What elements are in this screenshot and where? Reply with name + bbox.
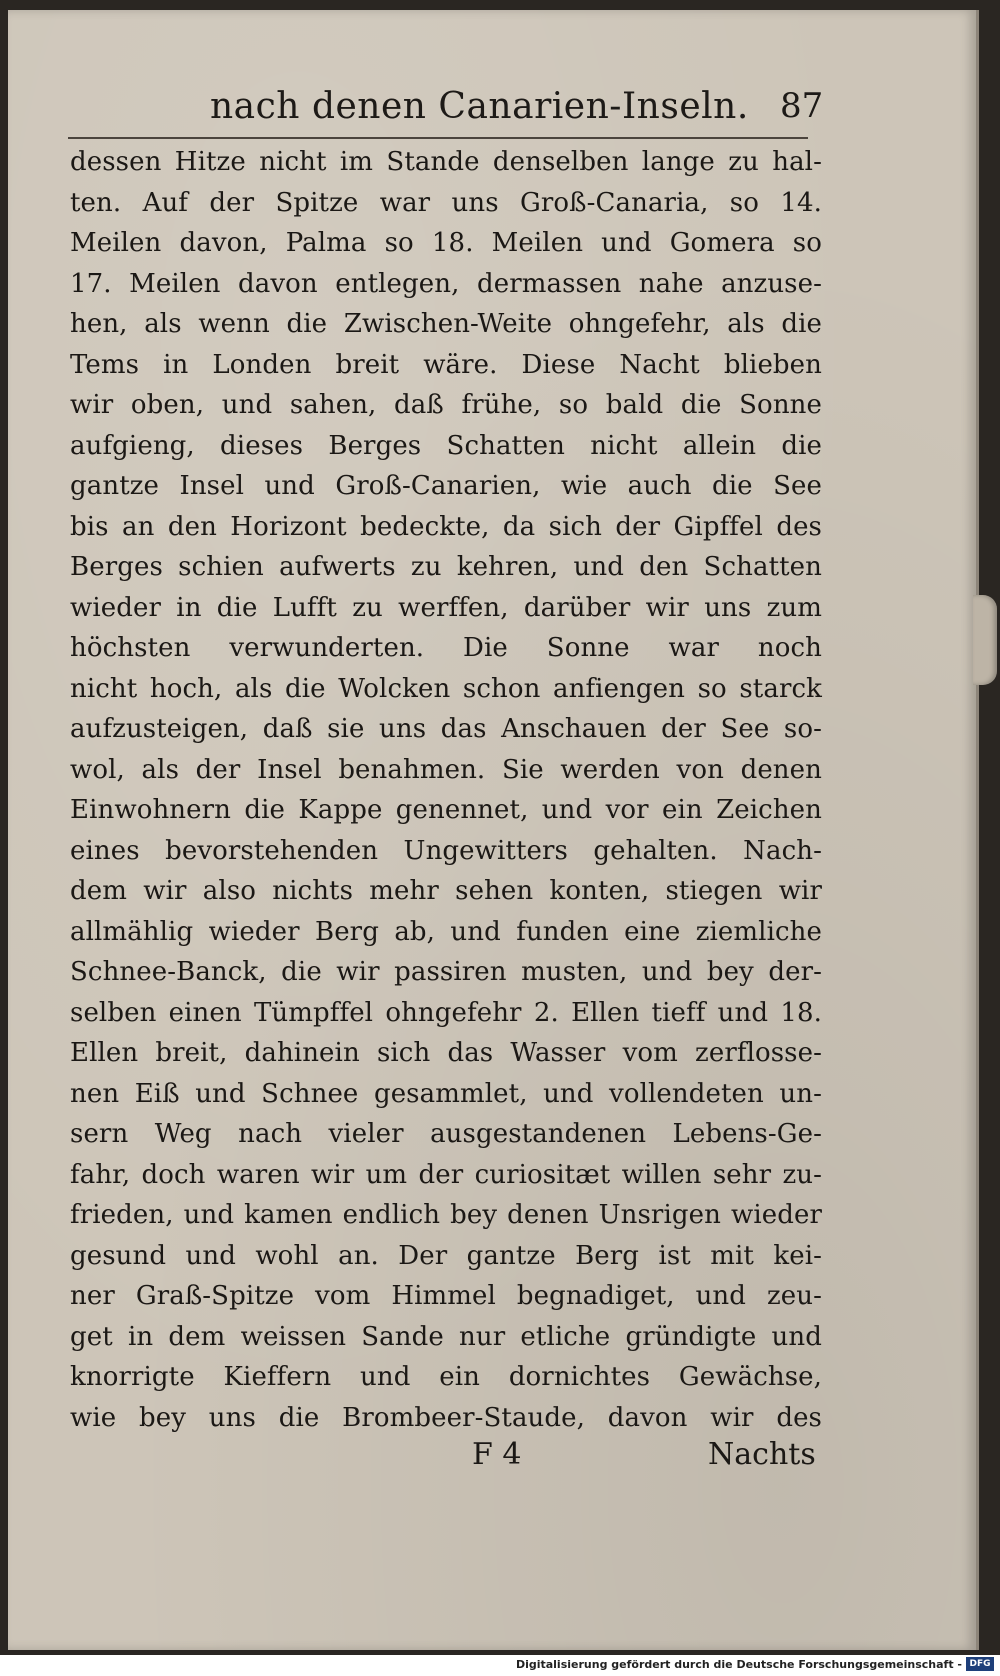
page-number: 87 <box>780 86 824 126</box>
text-line: get in dem weissen Sande nur etliche gründigte und <box>70 1321 822 1352</box>
text-line: allmählig wieder Berg ab, und funden eine ziemliche <box>70 916 822 947</box>
text-line: fahr, doch waren wir um der curiositæt willen sehr zu- <box>70 1159 822 1190</box>
text-line: dem wir also nichts mehr sehen konten, stiegen wir <box>70 876 822 906</box>
text-line: Einwohnern die Kappe genennet, und vor ein Zeichen <box>70 795 822 825</box>
page-clasp <box>973 595 997 685</box>
text-line: wieder in die Lufft zu werffen, darüber wir uns zum <box>70 592 822 623</box>
text-line: aufzusteigen, daß sie uns das Anschauen der See so- <box>70 714 822 744</box>
text-line: Meilen davon, Palma so 18. Meilen und Gomera so <box>70 228 822 258</box>
text-line: aufgieng, dieses Berges Schatten nicht allein die <box>70 430 822 461</box>
text-line: sern Weg nach vieler ausgestandenen Lebens-Ge- <box>70 1119 822 1149</box>
header-rule <box>68 137 808 139</box>
text-line: gantze Insel und Groß-Canarien, wie auch die See <box>70 471 822 501</box>
text-line: Ellen breit, dahinein sich das Wasser vom zerflosse- <box>70 1038 822 1068</box>
dfg-logo-icon[interactable]: DFG <box>966 1657 994 1671</box>
text-line: knorrigte Kieffern und ein dornichtes Gewächse, <box>70 1362 822 1392</box>
text-line: ner Graß-Spitze vom Himmel begnadiget, und zeu- <box>70 1281 822 1311</box>
text-line: Tems in Londen breit wäre. Diese Nacht blieben <box>70 349 822 380</box>
text-line: höchsten verwunderten. Die Sonne war noch <box>70 633 822 663</box>
text-line: gesund und wohl an. Der gantze Berg ist mit kei- <box>70 1240 822 1271</box>
text-line: bis an den Horizont bedeckte, da sich der Gipffel des <box>70 511 822 542</box>
text-line: Berges schien aufwerts zu kehren, und den Schatten <box>70 552 822 582</box>
catchword: Nachts <box>708 1437 816 1472</box>
text-line: Schnee-Banck, die wir passiren musten, und bey der- <box>70 957 822 987</box>
signature-mark: F 4 <box>472 1437 522 1472</box>
text-line: frieden, und kamen endlich bey denen Unsrigen wieder <box>70 1200 822 1230</box>
text-line: ten. Auf der Spitze war uns Groß-Canaria, so 14. <box>70 187 822 218</box>
text-line: selben einen Tümpffel ohngefehr 2. Ellen tieff und 18. <box>70 997 822 1028</box>
text-line: wie bey uns die Brombeer-Staude, davon wir des <box>70 1402 822 1433</box>
running-head: nach denen Canarien-Inseln. <box>210 86 749 127</box>
text-line: wir oben, und sahen, daß frühe, so bald die Sonne <box>70 390 822 420</box>
text-line: eines bevorstehenden Ungewitters gehalten. Nach- <box>70 835 822 866</box>
text-line: dessen Hitze nicht im Stande denselben lange zu hal- <box>70 147 822 177</box>
digitization-credit: Digitalisierung gefördert durch die Deutsche Forschungsgemeinschaft - <box>515 1658 962 1671</box>
text-line: hen, als wenn die Zwischen-Weite ohngefehr, als die <box>70 309 822 339</box>
body-text <box>70 142 822 1438</box>
text-line: 17. Meilen davon entlegen, dermassen nahe anzuse- <box>70 268 822 299</box>
text-line: nen Eiß und Schnee gesammlet, und vollendeten un- <box>70 1078 822 1109</box>
text-line: wol, als der Insel benahmen. Sie werden von denen <box>70 754 822 785</box>
text-line: nicht hoch, als die Wolcken schon anfiengen so starck <box>70 673 822 704</box>
